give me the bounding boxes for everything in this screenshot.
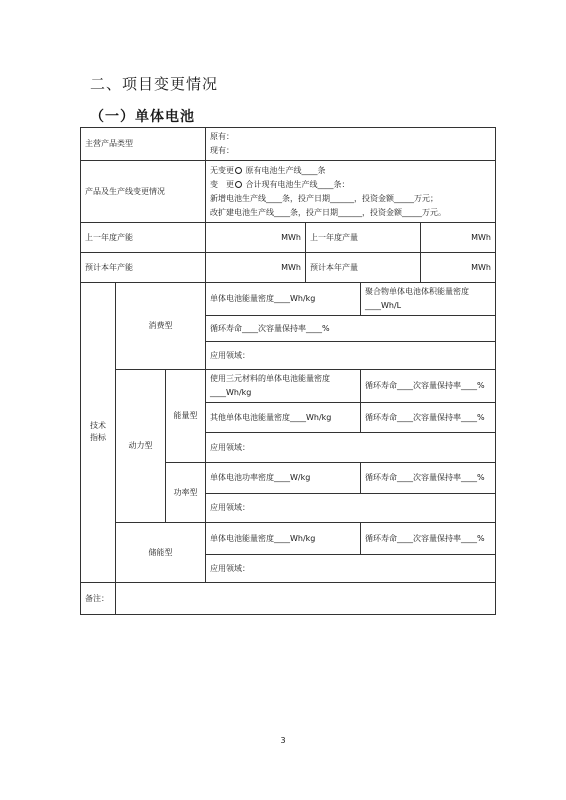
row-storage-energy bbox=[81, 523, 496, 555]
current-lines-total: 合计现有电池生产线____条： bbox=[245, 179, 350, 189]
original-lines-count: 原有电池生产线____条 bbox=[245, 165, 326, 175]
this-year-output-unit: MWh bbox=[421, 253, 496, 283]
consumer-volume-density: 聚合物单体电池体积能量密度____Wh/L bbox=[361, 283, 496, 316]
current-line: 现有： bbox=[210, 146, 234, 155]
row-consumer-energy bbox=[81, 283, 496, 316]
row-last-year bbox=[81, 223, 496, 253]
last-year-capacity-label: 上一年度产能 bbox=[81, 223, 206, 253]
ternary-cycle-life: 循环寿命____次容量保持率____% bbox=[361, 370, 496, 403]
storage-type-label: 储能型 bbox=[116, 523, 206, 583]
row-product-type bbox=[81, 128, 496, 161]
power-application-field: 应用领域： bbox=[206, 494, 496, 523]
consumer-cycle-life: 循环寿命____次容量保持率____% bbox=[206, 316, 496, 342]
change-value bbox=[206, 161, 496, 223]
remarks-label: 备注： bbox=[81, 583, 116, 615]
energy-subtype-label: 能量型 bbox=[166, 370, 206, 463]
product-type-label: 主营产品类型 bbox=[81, 128, 206, 161]
no-change-line bbox=[210, 164, 491, 178]
changed-line bbox=[210, 178, 491, 192]
row-change bbox=[81, 161, 496, 223]
changed-label: 变 更 bbox=[210, 179, 234, 189]
last-year-capacity-unit: MWh bbox=[206, 223, 306, 253]
changed-radio-icon[interactable] bbox=[235, 181, 242, 188]
this-year-output-label: 预计本年产量 bbox=[306, 253, 421, 283]
change-label: 产品及生产线变更情况 bbox=[81, 161, 206, 223]
power-cycle-life: 循环寿命____次容量保持率____% bbox=[361, 463, 496, 494]
this-year-capacity-label: 预计本年产能 bbox=[81, 253, 206, 283]
other-energy-density: 其他单体电池能量密度____Wh/kg bbox=[206, 403, 361, 433]
product-type-value bbox=[206, 128, 496, 161]
storage-energy-density: 单体电池能量密度____Wh/kg bbox=[206, 523, 361, 555]
remarks-value[interactable] bbox=[116, 583, 496, 615]
ternary-energy-density: 使用三元材料的单体电池能量密度____Wh/kg bbox=[206, 370, 361, 403]
power-type-label: 动力型 bbox=[116, 370, 166, 523]
this-year-capacity-unit: MWh bbox=[206, 253, 306, 283]
original-line: 原有： bbox=[210, 132, 234, 141]
other-cycle-life: 循环寿命____次容量保持率____% bbox=[361, 403, 496, 433]
battery-change-table bbox=[80, 127, 496, 615]
storage-cycle-life: 循环寿命____次容量保持率____% bbox=[361, 523, 496, 555]
no-change-radio-icon[interactable] bbox=[235, 167, 242, 174]
renovated-lines: 改扩建电池生产线____条，投产日期______，投资金额_____万元。 bbox=[210, 207, 446, 217]
new-lines: 新增电池生产线____条，投产日期______，投资金额_____万元； bbox=[210, 193, 438, 203]
storage-application-field: 应用领域： bbox=[206, 555, 496, 583]
consumer-application-field: 应用领域： bbox=[206, 342, 496, 370]
power-subtype-label: 功率型 bbox=[166, 463, 206, 523]
section-heading: 二、项目变更情况 bbox=[90, 75, 219, 93]
energy-application-field: 应用领域： bbox=[206, 433, 496, 463]
row-power-ternary bbox=[81, 370, 496, 403]
row-remarks bbox=[81, 583, 496, 615]
consumer-type-label: 消费型 bbox=[116, 283, 206, 370]
last-year-output-unit: MWh bbox=[421, 223, 496, 253]
power-density: 单体电池功率密度____W/kg bbox=[206, 463, 361, 494]
page-number: 3 bbox=[280, 736, 286, 745]
tech-indicators-label: 技术指标 bbox=[81, 283, 116, 583]
last-year-output-label: 上一年度产量 bbox=[306, 223, 421, 253]
no-change-label: 无变更 bbox=[210, 165, 234, 175]
subsection-heading: （一）单体电池 bbox=[90, 109, 195, 125]
consumer-energy-density: 单体电池能量密度____Wh/kg bbox=[206, 283, 361, 316]
row-this-year bbox=[81, 253, 496, 283]
